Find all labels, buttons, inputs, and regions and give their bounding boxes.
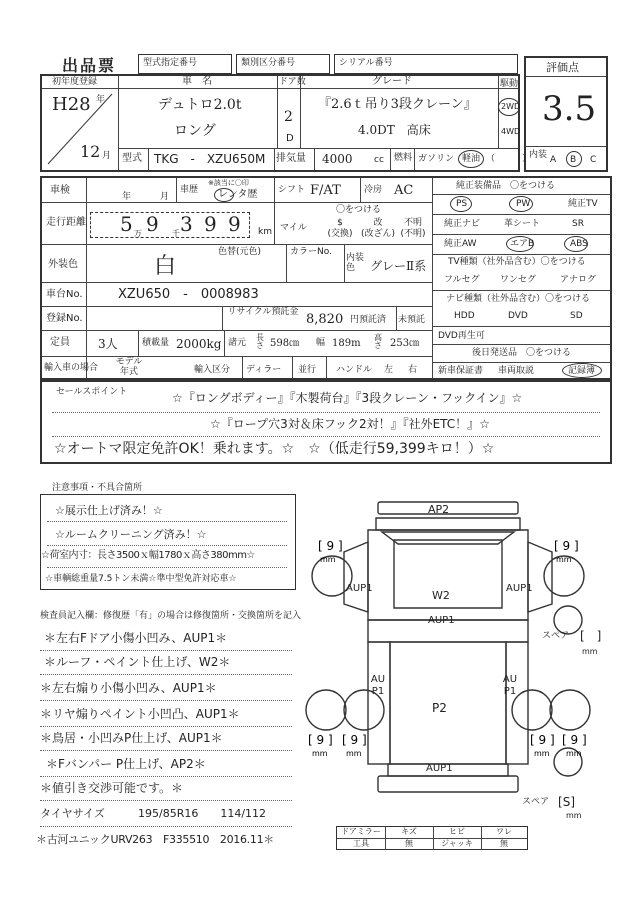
model-label: 型式: [122, 153, 142, 164]
nav-dvd: DVD: [508, 311, 528, 321]
dvd-playback-label: DVD再生可: [438, 331, 485, 341]
color-label: 外装色: [48, 259, 78, 270]
tv-fullseg: フルセグ: [444, 275, 480, 285]
serial-number-box: シリアル番号: [334, 54, 518, 74]
dealer-label: ディラー: [246, 365, 282, 375]
handle-left: 左: [384, 365, 394, 375]
rating-value: 3.5: [542, 89, 597, 129]
main-table: 車検 年 月 車歴 ※該当に〇印 レンタ歴 シフト F/AT 冷房 AC 走行距離 5 万 9 3 千 9 9 km 〇をつける マイル $ (交換) 改 (改ざん) 不明 (不明) 外装色 白 色替(元色) カラーNo. 内装色 グレーⅡ系 車台No. XZU650 - 0008983 登録No. リサイクル預託金 8,820 円預託済 未預託 定員 3人 積載量 2000kg 諸元 長さ 598㎝ 幅 189m 高さ 253㎝ 輸入車の場合 モデル年式 輸入区分 ディラー 並行 ハンドル 左 右 純正装備品 〇をつける PS PW 純正TV 純正ナビ 革シート SR 純正AW エアB ABS TV種類（社外品含む）〇をつける フルセグ ワンセグ アナログ ナビ種類（社外品含む）〇をつける HDD DVD SD DVD再生可 後日発送品 〇をつける 新車保証書 車両取説 記録簿: [40, 176, 612, 380]
mileage-opt-unknown: 不明 (不明): [400, 218, 426, 239]
nav-sd: SD: [570, 311, 583, 321]
sales-point-line-2: ☆『ロープ穴3対＆床フック2対！』『社外ETC！』☆: [210, 417, 490, 431]
code-door-right: AUP1: [506, 583, 533, 594]
import-type-label: 輸入区分: [194, 365, 231, 375]
registration-label: 登録No.: [46, 313, 83, 324]
capacity-label: 定員: [50, 337, 70, 348]
registration-month: 12: [80, 142, 101, 161]
drive-2wd: 2WD: [501, 102, 521, 111]
interior-grade-b: B: [570, 155, 577, 165]
code-door-left: AUP1: [346, 583, 373, 594]
mileage-label: 走行距離: [46, 217, 86, 228]
later-manual: 車両取説: [498, 366, 535, 376]
car-name-sub: ロング: [174, 123, 216, 139]
note-line-1: ☆展示仕上げ済み！☆: [55, 504, 163, 517]
spare-label-top: スペア: [542, 631, 570, 641]
tread-rear-right-outer: [ 9 ]: [562, 733, 587, 747]
drive-4wd: 4WD: [501, 127, 521, 136]
tread-front-left: [ 9 ]: [318, 539, 343, 553]
legend-value-2: 無: [405, 839, 413, 848]
spare-value-bottom: [S]: [558, 795, 575, 809]
equip-airbag: エアB: [510, 239, 535, 249]
tread-rear-left-inner: [ 9 ]: [342, 733, 367, 747]
code-side-right: AU P1: [502, 674, 518, 697]
load-value: 2000kg: [176, 337, 222, 351]
sales-points-label: セールスポイント: [56, 387, 128, 397]
svg-text:mm: mm: [556, 555, 572, 564]
svg-text:mm: mm: [346, 749, 362, 758]
history-label: 車歴: [180, 185, 199, 195]
inspector-line-4: ＊リヤ煽りペイント小凹凸、AUP1＊: [40, 707, 240, 721]
grade-sub: 4.0DT 高床: [358, 123, 431, 137]
recycle-deposited: 円預託済: [350, 315, 387, 325]
legend-table: [336, 826, 528, 850]
note-line-2: ☆ルームクリーニング済み！☆: [55, 528, 207, 541]
legend-value-1: 工具: [353, 839, 369, 848]
inspector-line-6: ＊Fバンパー P仕上げ、AP2＊: [46, 757, 206, 771]
crane-note: ＊古河ユニックURV263 F335510 2016.11＊: [36, 833, 274, 846]
height-value: 253㎝: [390, 338, 420, 349]
mileage-opt-exchange: $ (交換): [327, 218, 353, 239]
notes-box: [40, 494, 296, 590]
color-value: 白: [154, 254, 177, 279]
ac-value: AC: [394, 183, 414, 198]
svg-text:mm: mm: [320, 555, 336, 564]
equip-ps: PS: [456, 199, 468, 209]
ac-label: 冷房: [364, 185, 383, 195]
mileage-digit-2: 9: [146, 212, 159, 236]
equip-leather: 革シート: [504, 219, 541, 229]
notes-header: 注意事項・不具合箇所: [52, 483, 143, 493]
handle-right: 右: [408, 365, 418, 375]
legend-header-3: ヒビ: [449, 827, 465, 836]
shift-value: F/AT: [310, 183, 341, 198]
first-registration-label: 初年度登録: [52, 77, 98, 87]
svg-text:mm: mm: [534, 749, 550, 758]
code-rear: AUP1: [426, 763, 453, 774]
mileage-digit-5: 9: [228, 212, 241, 236]
chassis-value: XZU650 - 0008983: [118, 287, 259, 302]
code-roof: W2: [432, 589, 450, 602]
sales-point-line-3: ☆オートマ限定免許OK！乗れます。☆ ☆（低走行59,399キロ！）☆: [54, 441, 495, 457]
recycle-label: リサイクル預託金: [227, 307, 299, 317]
equip-tv: 純正TV: [568, 199, 598, 209]
equip-aw: 純正AW: [444, 239, 477, 249]
model-year-label: モデル年式: [115, 357, 143, 377]
tire-size-value: 195/85R16 114/112: [138, 807, 267, 820]
later-header: 後日発送品 〇をつける: [472, 348, 572, 358]
nav-hdd: HDD: [454, 311, 475, 321]
grade-label: グレード: [372, 76, 412, 87]
rating-label: 評価点: [546, 61, 579, 74]
svg-text:mm: mm: [312, 749, 328, 758]
mileage-digit-3: 3: [180, 212, 193, 236]
registration-year: H28: [52, 94, 91, 115]
tv-oneseg: ワンセグ: [500, 275, 537, 285]
nav-header: ナビ種類（社外品含む）〇をつける: [446, 294, 591, 304]
import-label: 輸入車の場合: [44, 363, 99, 373]
inspector-line-3: ＊左右煽り小傷小凹み、AUP1＊: [40, 681, 217, 695]
recycle-not-deposited: 未預託: [398, 315, 426, 325]
mileage-digit-1: 5: [120, 212, 133, 236]
equip-navi: 純正ナビ: [444, 219, 481, 229]
doors-value: 2: [284, 109, 293, 125]
vehicle-block: 初年度登録 H28 年 12 月 車 名 デュトロ2.0t ロング ドア数 2 D グレード 『2.6ｔ吊り3段クレーン』 4.0DT 高床 駆動 2WD 4WD 型式 TKG - XZU650M 排気量 4000 cc 燃料 ガソリン 軽油 （ ）: [40, 74, 520, 172]
inspector-header: 検査員記入欄：修復歴「有」の場合は修復箇所・交換箇所を記入: [40, 611, 302, 621]
length-value: 598㎝: [270, 338, 300, 349]
equip-sr: SR: [572, 219, 584, 229]
mileage-box: [90, 212, 250, 238]
equip-abs: ABS: [570, 239, 588, 249]
grade-value: 『2.6ｔ吊り3段クレーン』: [318, 97, 477, 112]
width-value: 189m: [332, 338, 361, 349]
displacement-label: 排気量: [276, 153, 306, 164]
code-cab-rear: AUP1: [428, 615, 455, 626]
equip-pw: PW: [516, 199, 531, 209]
later-warranty: 新車保証書: [438, 366, 484, 376]
form-title: 出品票: [62, 56, 117, 75]
inspector-line-1: ＊左右Fドア小傷小凹み、AUP1＊: [44, 631, 228, 645]
mileage-opt-mile: マイル: [280, 223, 307, 233]
inspector-line-2: ＊ルーフ・ペイント仕上げ、W2＊: [44, 655, 231, 669]
interior-grade-label: 内装: [529, 150, 548, 160]
mileage-mark-note: 〇をつける: [336, 205, 382, 215]
fuel-other: （ ）: [486, 154, 532, 164]
shaken-label: 車検: [50, 185, 70, 196]
displacement-value: 4000: [322, 152, 353, 166]
category-number-box: 類別区分番号: [236, 54, 330, 74]
later-records: 記録簿: [568, 366, 596, 376]
interior-grade-a: A: [550, 155, 557, 165]
dimensions-label: 諸元: [228, 338, 247, 348]
tread-front-right: [ 9 ]: [554, 539, 579, 553]
note-line-3: ☆荷室内寸：長さ3500ｘ幅1780ｘ高さ380mm☆: [41, 550, 255, 561]
mileage-opt-tampered: 改 (改ざん): [360, 218, 396, 239]
shift-label: シフト: [278, 185, 306, 195]
legend-header-1: ドアミラー: [341, 827, 381, 836]
handle-label: ハンドル: [336, 365, 373, 375]
car-name-label: 車 名: [182, 76, 212, 87]
tv-analog: アナログ: [560, 275, 597, 285]
tv-header: TV種類（社外品含む）〇をつける: [448, 257, 586, 267]
inspector-line-7: ＊値引き交渉可能です。＊: [40, 781, 184, 795]
legend-header-2: キズ: [401, 827, 417, 836]
car-name: デュトロ2.0t: [158, 97, 242, 113]
code-front-bumper: AP2: [428, 503, 450, 516]
svg-text:mm: mm: [566, 749, 582, 758]
legend-value-3: ジャッキ: [441, 839, 473, 848]
sales-point-line-1: ☆『ロングボディー』『木製荷台』『3段クレーン・フックイン』☆: [172, 391, 523, 405]
drive-label: 駆動: [500, 79, 519, 89]
legend-header-4: ワレ: [496, 827, 512, 836]
code-bed: P2: [432, 701, 447, 715]
tread-rear-right-inner: [ 9 ]: [530, 733, 555, 747]
mileage-digit-4: 9: [204, 212, 217, 236]
history-value: レンタ歴: [218, 189, 258, 200]
fuel-gasoline: ガソリン: [418, 154, 455, 164]
equipment-header: 純正装備品 〇をつける: [456, 181, 556, 191]
legend-value-4: 無: [500, 839, 508, 848]
fuel-diesel: 軽油: [462, 154, 481, 164]
model-value: TKG - XZU650M: [154, 152, 266, 166]
rating-box: [524, 56, 608, 172]
code-side-left: AU P1: [370, 674, 386, 697]
interior-grade-c: C: [590, 155, 597, 165]
load-label: 積載量: [142, 338, 170, 348]
recycle-value: 8,820: [306, 312, 344, 327]
chassis-label: 車台No.: [46, 289, 83, 300]
damage-diagram: [298, 500, 610, 820]
doors-label: ドア数: [279, 77, 306, 87]
fuel-label: 燃料: [394, 153, 413, 163]
inspector-line-5: ＊鳥居・小凹みP仕上げ、AUP1＊: [40, 731, 223, 745]
color-change-label: 色替(元色): [218, 247, 262, 257]
interior-color-label: 内装色: [346, 253, 365, 273]
parallel-label: 並行: [298, 365, 317, 375]
interior-color-value: グレーⅡ系: [370, 259, 427, 273]
type-designation-box: 型式指定番号: [138, 54, 232, 74]
tread-rear-left-outer: [ 9 ]: [308, 733, 333, 747]
spare-top-bracket: [ ]: [580, 629, 602, 643]
color-number-label: カラーNo.: [290, 247, 332, 257]
tire-size-label: タイヤサイズ: [40, 807, 105, 820]
sales-points-box: [40, 380, 612, 464]
capacity-value: 3人: [98, 337, 118, 351]
note-line-4: ☆車輌総重量7.5トン未満☆準中型免許対応車☆: [45, 574, 237, 584]
spare-label-bottom: スペア: [522, 797, 550, 807]
